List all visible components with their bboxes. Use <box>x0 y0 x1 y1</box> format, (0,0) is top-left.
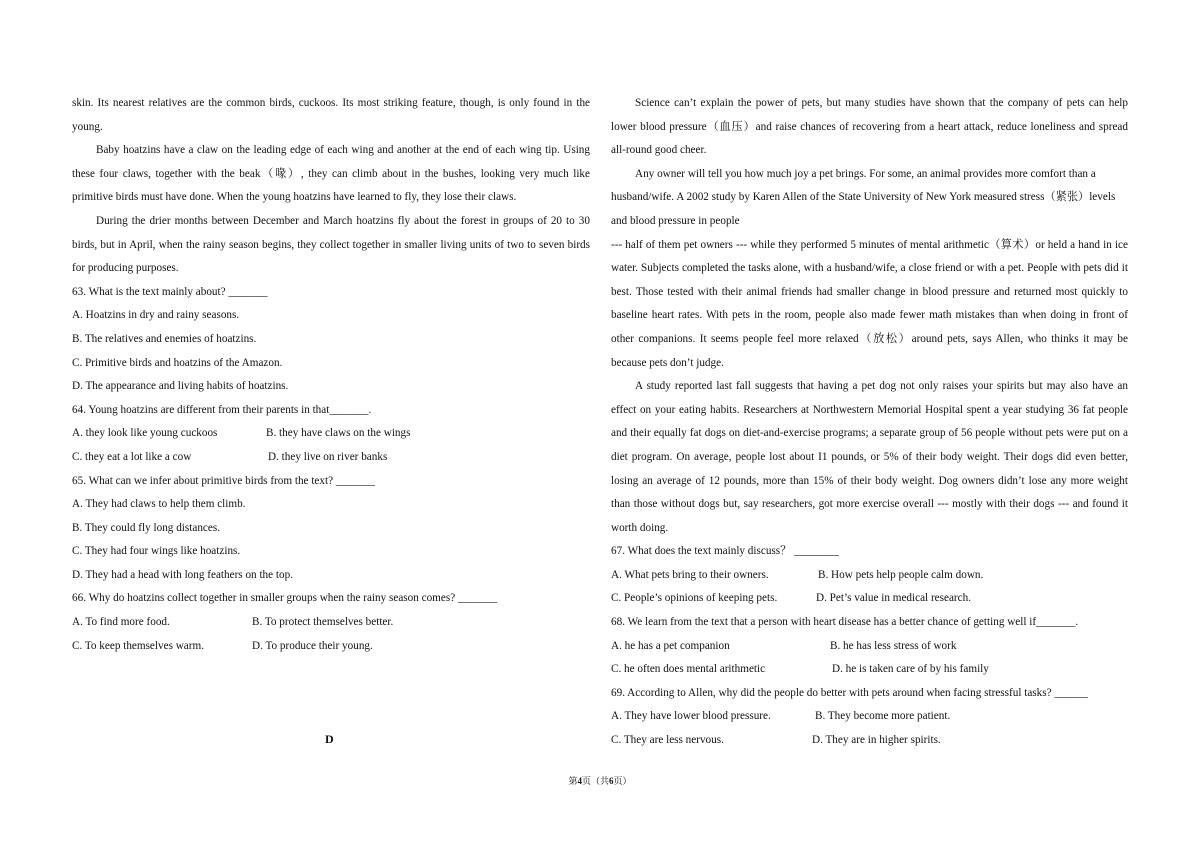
option-a: A. They had claws to help them climb. <box>72 498 246 511</box>
option-row <box>611 705 1128 729</box>
option-b: B. They become more patient. <box>815 710 951 723</box>
option-d: D. The appearance and living habits of hoatzins. <box>72 380 289 393</box>
option-d: D. they live on river banks <box>268 450 388 463</box>
option-c: C. To keep themselves warm. <box>72 639 204 652</box>
question-64 <box>72 399 590 470</box>
option-a: A. What pets bring to their owners. <box>611 568 769 581</box>
option-a: A. They have lower blood pressure. <box>611 710 771 723</box>
option-d: D. They are in higher spirits. <box>812 734 941 747</box>
option-c: C. People’s opinions of keeping pets. <box>611 592 778 605</box>
option-a: A. he has a pet companion <box>611 639 730 652</box>
option-row <box>611 587 1128 611</box>
option-b: B. he has less stress of work <box>830 639 957 652</box>
option-a: A. Hoatzins in dry and rainy seasons. <box>72 309 240 322</box>
option-d: D. Pet’s value in medical research. <box>816 592 972 605</box>
question-63 <box>72 281 590 399</box>
option-c: C. They are less nervous. <box>611 734 724 747</box>
question-text: 63. What is the text mainly about? _______ <box>72 285 268 298</box>
page-number: 4 <box>577 776 582 786</box>
paragraph: Any owner will tell you how much joy a pet brings. For some, an animal provides more comfort than a husband/wife. A 2002 study by Karen Allen of the State University of New York measured stress（紧张）levels and blood pressure in people <box>611 167 1116 227</box>
option-a: A. they look like young cuckoos <box>72 427 218 440</box>
option-c: C. They had four wings like hoatzins. <box>72 545 241 558</box>
footer-prefix: 第 <box>568 776 578 786</box>
paragraph: Science can’t explain the power of pets, but many studies have shown that the company of pets can help lower blood pressure（血压）and raise chances of recovering from a heart attack, reduce loneliness and spread all-round good cheer. <box>611 97 1128 157</box>
option-row <box>72 422 590 446</box>
option-c: C. Primitive birds and hoatzins of the Amazon. <box>72 356 283 369</box>
option-row <box>611 729 1128 753</box>
question-69 <box>611 682 1128 753</box>
option-row <box>611 658 1128 682</box>
question-text: 68. We learn from the text that a person with heart disease has a better chance of getting well if_______. <box>611 616 1079 629</box>
paragraph: skin. Its nearest relatives are the common birds, cuckoos. Its most striking feature, though, is only found in the young. <box>72 97 590 133</box>
option-b: B. They could fly long distances. <box>72 521 221 534</box>
option-c: C. he often does mental arithmetic <box>611 663 766 676</box>
paragraph: Baby hoatzins have a claw on the leading edge of each wing and another at the end of each wing tip. Using these four claws, together with the beak（喙）, they can climb about in the bushes, looking very much like primitive birds must have done. When the young hoatzins have learned to fly, they lose their claws. <box>72 144 590 204</box>
paragraph: During the drier months between December and March hoatzins fly about the forest in groups of 20 to 30 birds, but in April, when the rainy season begins, they collect together in smaller living units of two to seven birds for producing purposes. <box>72 214 590 275</box>
question-68 <box>611 611 1128 682</box>
question-text: 69. According to Allen, why did the people do better with pets around when facing stressful tasks? ______ <box>611 686 1088 699</box>
option-row <box>72 611 590 635</box>
option-row <box>611 635 1128 659</box>
option-d: D. They had a head with long feathers on the top. <box>72 568 293 581</box>
question-67 <box>611 540 1128 611</box>
question-text: 67. What does the text mainly discuss？ ________ <box>611 545 839 558</box>
section-heading-d: D <box>325 732 334 746</box>
right-column <box>611 92 1128 753</box>
question-66 <box>72 587 590 658</box>
option-a: A. To find more food. <box>72 616 170 629</box>
option-d: D. he is taken care of by his family <box>832 663 989 676</box>
option-row <box>72 635 590 659</box>
option-d: D. To produce their young. <box>252 639 373 652</box>
option-b: B. How pets help people calm down. <box>818 568 984 581</box>
option-row <box>72 446 590 470</box>
question-text: 64. Young hoatzins are different from their parents in that_______. <box>72 403 372 416</box>
option-row <box>611 564 1128 588</box>
footer-suffix: 页） <box>613 776 632 786</box>
paragraph: A study reported last fall suggests that having a pet dog not only raises your spirits but may also have an effect on your eating habits. Researchers at Northwestern Memorial Hospital spent a year studying 36 fat people and their equally fat dogs on diet-and-exercise programs; a separate group of 56 people without pets were put on a diet program. On average, people lost about I1 pounds, or 5% of their body weight. Their dogs did even better, losing an average of 12 pounds, more than 15% of their body weight. Dog owners didn’t lose any more weight than those without dogs but, say researchers, got more exercise overall --- mostly with their dogs --- and found it worth doing. <box>611 380 1128 534</box>
question-text: 66. Why do hoatzins collect together in smaller groups when the rainy season comes? _______ <box>72 592 498 605</box>
option-b: B. To protect themselves better. <box>252 616 394 629</box>
page-footer <box>0 774 1200 787</box>
footer-middle: 页（共 <box>581 776 609 786</box>
option-c: C. they eat a lot like a cow <box>72 450 192 463</box>
option-b: B. The relatives and enemies of hoatzins. <box>72 332 257 345</box>
paragraph: --- half of them pet owners --- while they performed 5 minutes of mental arithmetic（算术）or held a hand in ice water. Subjects completed the tasks alone, with a husband/wife, a close friend or with a pet. People with pets did it best. Those tested with their animal friends had smaller change in blood pressure and returned most quickly to baseline heart rates. With pets in the room, people also made fewer math mistakes than when doing in front of other companions. It seems people feel more relaxed（放松）around pets, says Allen, who thinks it may be because pets don’t judge. <box>611 238 1128 369</box>
question-65 <box>72 470 590 588</box>
total-pages: 6 <box>609 776 614 786</box>
left-column <box>72 92 590 658</box>
option-b: B. they have claws on the wings <box>266 427 411 440</box>
question-text: 65. What can we infer about primitive birds from the text? _______ <box>72 474 376 487</box>
